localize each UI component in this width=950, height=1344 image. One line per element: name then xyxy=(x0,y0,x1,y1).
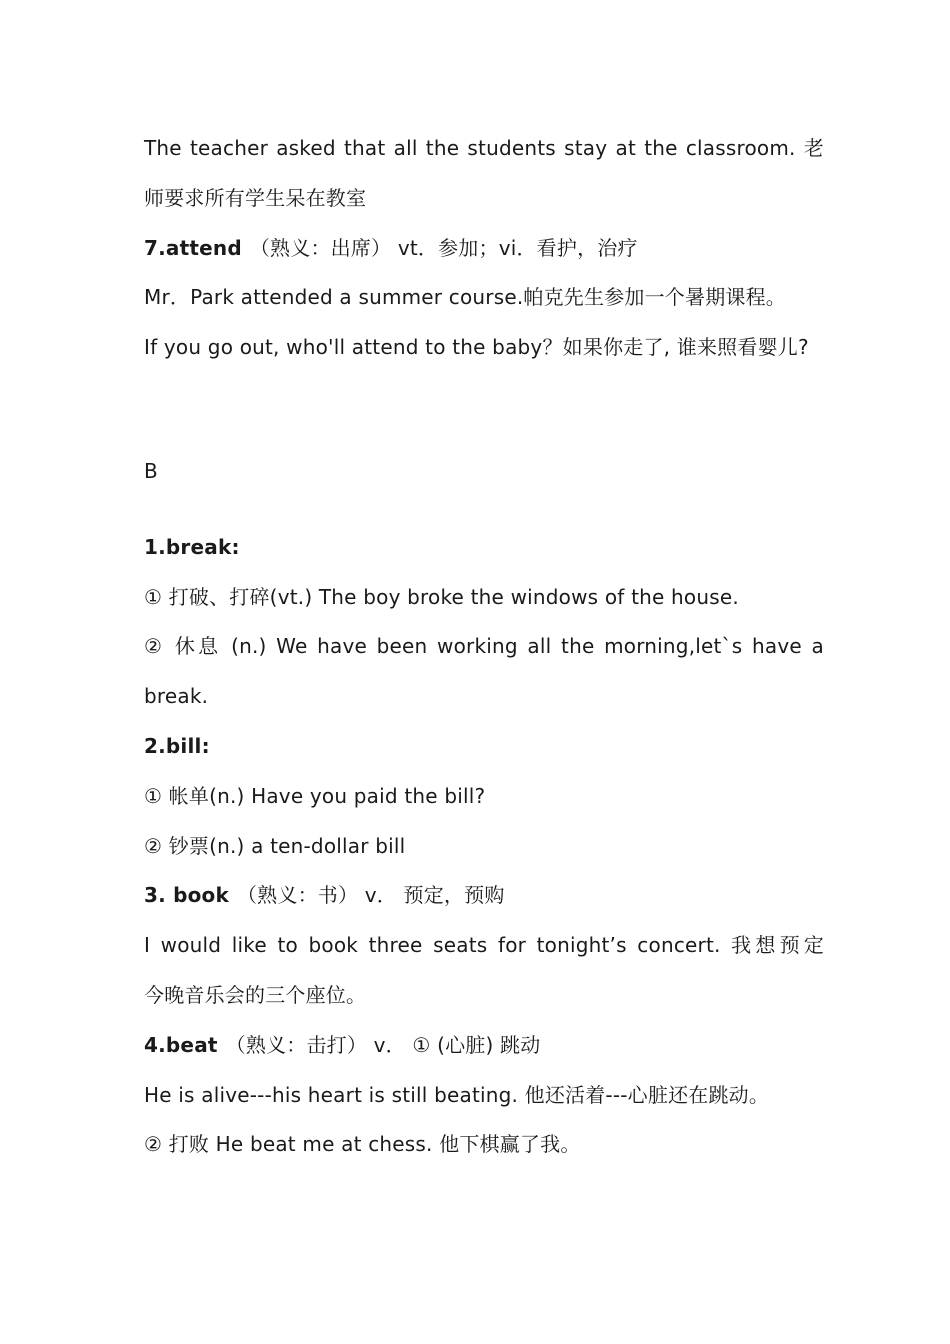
vocab-entry-book xyxy=(144,871,824,921)
vocab-headword-bill: 2.bill: xyxy=(144,733,210,758)
example-sentence-bill-1: ① 帐单(n.) Have you paid the bill? xyxy=(144,783,486,808)
vocab-definition-beat: （熟义：击打） v． ① (心脏) 跳动 xyxy=(225,1032,541,1057)
example-translation-book: 今晚音乐会的三个座位。 xyxy=(144,982,367,1007)
example-sentence-attend-1: Mr．Park attended a summer course.帕克先生参加一个暑期课程。 xyxy=(144,285,787,310)
document-page xyxy=(144,124,824,1170)
vocab-headword-break: 1.break: xyxy=(144,534,240,559)
vocab-definition-attend: （熟义：出席） vt．参加；vi．看护，治疗 xyxy=(249,235,638,260)
vocab-headword-beat: 4.beat xyxy=(144,1032,218,1057)
example-translation-teacher: 师要求所有学生呆在教室 xyxy=(144,185,367,210)
vocab-definition-book: （熟义：书） v． 预定，预购 xyxy=(236,883,505,908)
example-sentence-book: I would like to book three seats for tonight’s concert. 我想预定 xyxy=(144,933,824,958)
example-sentence-beat-2: ② 打败 He beat me at chess. 他下棋赢了我。 xyxy=(144,1132,581,1157)
vocab-headword-attend: 7.attend xyxy=(144,235,242,260)
vocab-headword-book: 3. book xyxy=(144,883,229,908)
vocab-entry-attend xyxy=(144,224,824,274)
example-sentence-bill-2: ② 钞票(n.) a ten-dollar bill xyxy=(144,833,406,858)
example-sentence-attend-2: If you go out, who'll attend to the baby？如果你走了, 谁来照看婴儿? xyxy=(144,335,809,360)
example-sentence-teacher: The teacher asked that all the students stay at the classroom. 老 xyxy=(144,136,824,160)
example-sentence-beat-1: He is alive---his heart is still beating. 他还活着---心脏还在跳动。 xyxy=(144,1082,770,1107)
example-sentence-break-2-cont: break. xyxy=(144,684,209,709)
section-heading-b: B xyxy=(144,458,158,483)
vocab-entry-beat xyxy=(144,1021,824,1071)
example-sentence-break-1: ① 打破、打碎(vt.) The boy broke the windows of the house. xyxy=(144,584,739,609)
example-sentence-break-2: ② 休息 (n.) We have been working all the morning,let`s have a xyxy=(144,634,824,659)
